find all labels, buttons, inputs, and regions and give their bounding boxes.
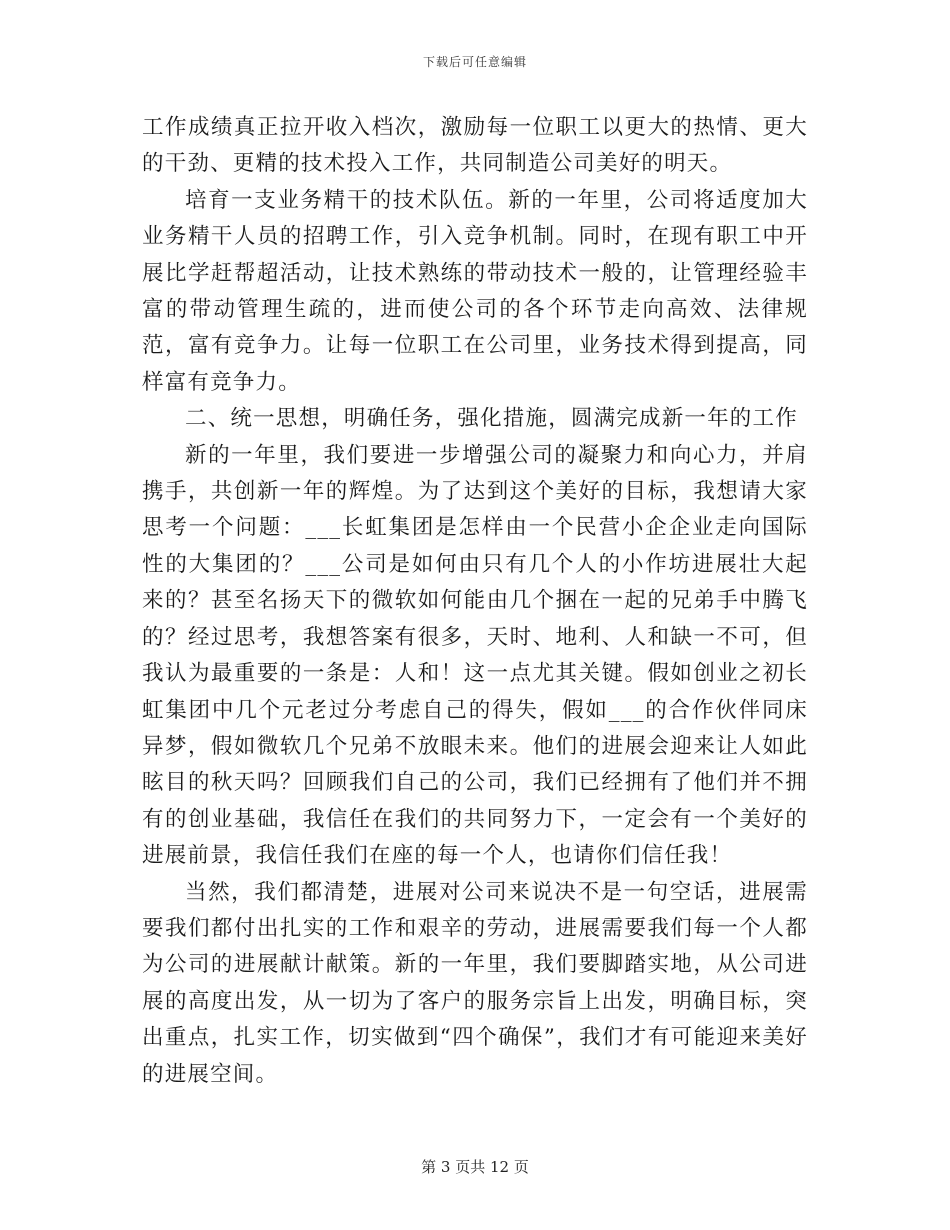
paragraph-cohesion: 新的一年里，我们要进一步增强公司的凝聚力和向心力，并肩携手，共创新一年的辉煌。为了达到这个美好的目标，我想请大家思考一个问题：___长虹集团是怎样由一个民营小企企业走向国际性的大集团的？___公司是如何由只有几个人的小作坊进展壮大起来的？甚至名扬天下的微软如何能由几个捆在一起的兄弟手中腾飞的？经过思考，我想答案有很多，天时、地利、人和缺一不可，但我认为最重要的一条是：人和！这一点尤其关键。假如创业之初长虹集团中几个元老过分考虑自己的得失，假如___的合作伙伴同床异梦，假如微软几个兄弟不放眼未来。他们的进展会迎来让人如此眩目的秋天吗？回顾我们自己的公司，我们已经拥有了他们并不拥有的创业基础，我信任在我们的共同努力下，一定会有一个美好的进展前景，我信任我们在座的每一个人，也请你们信任我！	[142, 442, 808, 869]
page-number: 第 3 页共 12 页	[421, 1158, 529, 1176]
page-header: 下载后可任意编辑	[422, 55, 527, 69]
paragraph-tech-team: 培育一支业务精干的技术队伍。新的一年里，公司将适度加大业务精干人员的招聘工作，引入竞争机制。同时，在现有职工中开展比学赶帮超活动，让技术熟练的带动技术一般的，让管理经验丰富的带动管理生疏的，进而使公司的各个环节走向高效、法律规范，富有竞争力。让每一位职工在公司里，业务技术得到提高，同样富有竞争力。	[142, 187, 808, 395]
document-body	[142, 110, 808, 1093]
paragraph-continuation: 工作成绩真正拉开收入档次，激励每一位职工以更大的热情、更大的干劲、更精的技术投入工作，共同制造公司美好的明天。	[142, 115, 808, 177]
paragraph-development: 当然，我们都清楚，进展对公司来说决不是一句空话，进展需要我们都付出扎实的工作和艰辛的劳动，进展需要我们每一个人都为公司的进展献计献策。新的一年里，我们要脚踏实地，从公司进展的高度出发，从一切为了客户的服务宗旨上出发，明确目标，突出重点，扎实工作，切实做到“四个确保”，我们才有可能迎来美好的进展空间。	[142, 879, 808, 1087]
section-heading: 二、统一思想，明确任务，强化措施，圆满完成新一年的工作	[185, 406, 798, 432]
